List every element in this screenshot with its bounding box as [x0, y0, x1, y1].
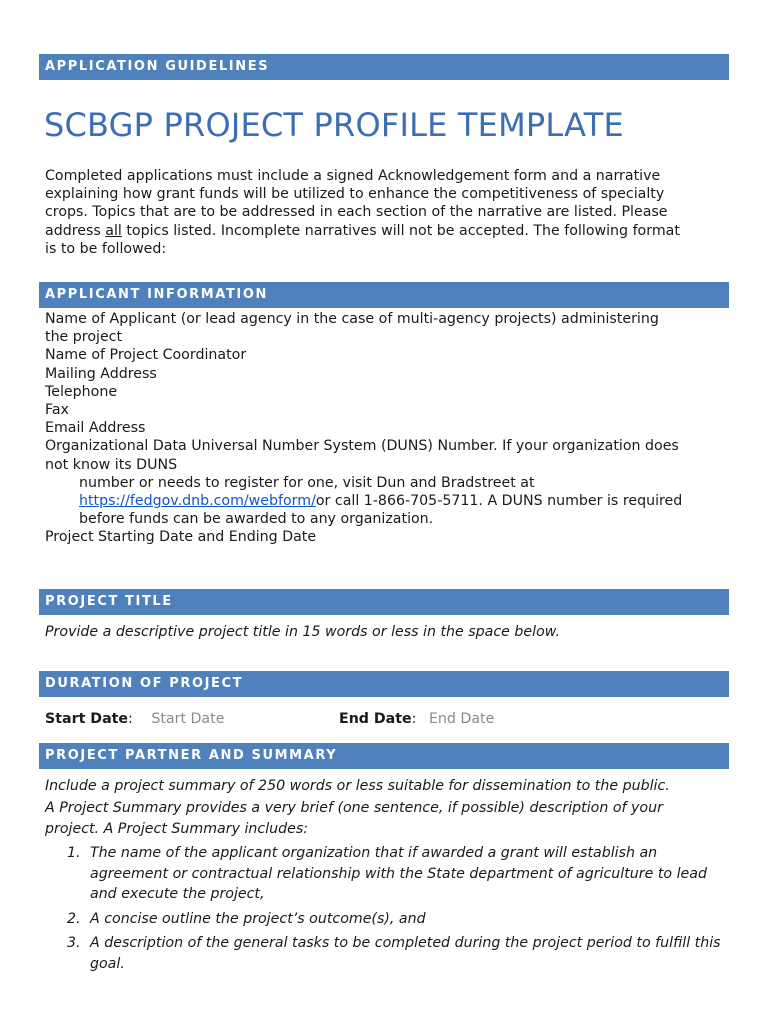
- dnb-webform-link[interactable]: https://fedgov.dnb.com/webform/: [79, 493, 316, 510]
- page-title: SCBGP PROJECT PROFILE TEMPLATE: [44, 106, 624, 144]
- duns-note: before funds can be awarded to any organization.: [79, 511, 434, 528]
- end-date-label: End Date: [339, 711, 412, 727]
- section-header-project-title: PROJECT TITLE: [39, 589, 729, 615]
- summary-line: project. A Project Summary includes:: [45, 821, 309, 837]
- start-date-label: Start Date: [45, 711, 129, 727]
- section-header-application-guidelines: APPLICATION GUIDELINES: [39, 54, 729, 80]
- project-title-instructions: Provide a descriptive project title in 15 words or less in the space below.: [45, 624, 560, 640]
- applicant-item: Name of Applicant (or lead agency in the case of multi-agency projects) administering: [45, 311, 659, 327]
- intro-line: crops. Topics that are to be addressed in each section of the narrative are listed. Please: [45, 204, 668, 221]
- list-number: 2.: [67, 910, 81, 927]
- list-number: 3.: [67, 935, 81, 951]
- intro-paragraph: [45, 167, 735, 258]
- applicant-item: Mailing Address: [45, 365, 157, 382]
- label-colon: :: [411, 711, 417, 727]
- start-date-field[interactable]: Start Date: [151, 711, 225, 727]
- applicant-item: Telephone: [45, 383, 118, 400]
- intro-text: address: [45, 222, 106, 239]
- section-header-applicant-information: APPLICANT INFORMATION: [39, 282, 729, 308]
- partner-summary-paragraph: [45, 776, 735, 841]
- applicant-item: the project: [45, 329, 123, 346]
- applicant-item: Email Address: [45, 420, 146, 437]
- list-item-text: A concise outline the project’s outcome(s), and: [90, 910, 426, 927]
- emphasis-all: all: [105, 222, 122, 239]
- applicant-item: Organizational Data Universal Number System (DUNS) Number. If your organization does: [45, 438, 679, 455]
- applicant-item: Name of Project Coordinator: [45, 347, 247, 364]
- section-header-partner-summary: PROJECT PARTNER AND SUMMARY: [39, 743, 729, 769]
- duns-note-text: or call 1-866-705-5711. A DUNS number is required: [315, 493, 683, 510]
- summary-line: Include a project summary of 250 words or less suitable for dissemination to the public.: [45, 778, 670, 794]
- duns-note: [45, 492, 735, 510]
- intro-text: topics listed. Incomplete narratives will not be accepted. The following format: [121, 222, 680, 239]
- list-number: 1.: [67, 845, 81, 861]
- list-item: [45, 843, 725, 905]
- intro-line: explaining how grant funds will be utilized to enhance the competitiveness of specialty: [45, 186, 665, 203]
- duns-note: number or needs to register for one, visit Dun and Bradstreet at: [79, 474, 535, 491]
- applicant-item: Fax: [45, 402, 69, 419]
- intro-line: [45, 222, 735, 240]
- intro-line: is to be followed:: [45, 240, 167, 257]
- summary-line: A Project Summary provides a very brief (one sentence, if possible) description of your: [45, 799, 663, 816]
- start-date-row: [45, 711, 224, 727]
- label-colon: :: [128, 711, 133, 727]
- list-item: [45, 909, 725, 930]
- intro-line: Completed applications must include a signed Acknowledgement form and a narrative: [45, 168, 661, 184]
- applicant-item: not know its DUNS: [45, 456, 178, 473]
- applicant-info-list: [45, 310, 735, 547]
- list-item-text: A description of the general tasks to be completed during the project period to fulfill this goal.: [90, 935, 721, 972]
- section-header-duration: DURATION OF PROJECT: [39, 671, 729, 697]
- applicant-item: Project Starting Date and Ending Date: [45, 529, 317, 546]
- list-item: [45, 933, 725, 974]
- summary-requirements-list: [45, 843, 725, 978]
- list-item-text: The name of the applicant organization that if awarded a grant will establish an agreement or contractual relationship with the State department of agriculture to lead and execute the project,: [90, 845, 707, 902]
- end-date-field[interactable]: End Date: [428, 711, 495, 727]
- end-date-row: [339, 711, 494, 727]
